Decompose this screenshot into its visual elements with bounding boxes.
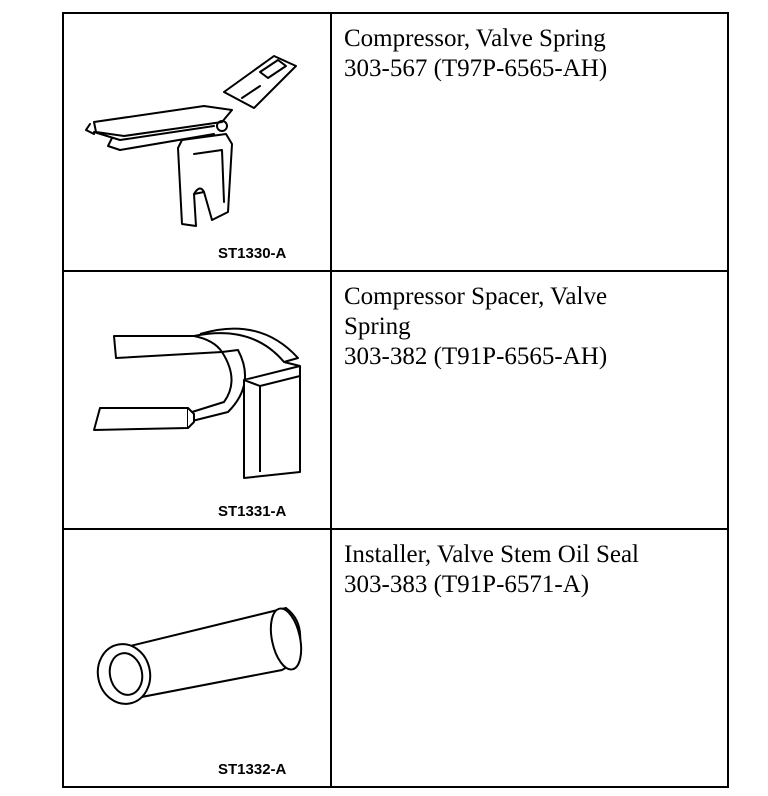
valve-spring-compressor-illustration <box>64 14 330 270</box>
compressor-spacer-illustration <box>64 272 330 528</box>
tool-name: Compressor Spacer, Valve <box>344 283 608 310</box>
tool-row <box>63 529 728 787</box>
tool-illustration-cell <box>63 13 331 271</box>
oil-seal-installer-illustration <box>64 530 330 786</box>
tool-description-cell <box>331 271 728 529</box>
tool-name: Installer, Valve Stem Oil Seal <box>344 541 640 568</box>
tool-name-continued: Spring <box>344 313 411 340</box>
tool-illustration-cell <box>63 529 331 787</box>
tool-row <box>63 13 728 271</box>
tool-name: Compressor, Valve Spring <box>344 25 606 52</box>
tool-description-cell <box>331 13 728 271</box>
image-code-label: ST1332-A <box>218 761 287 778</box>
image-code-label: ST1331-A <box>218 503 287 520</box>
tool-row <box>63 271 728 529</box>
image-code-label: ST1330-A <box>218 245 287 262</box>
tool-description-cell <box>331 529 728 787</box>
tool-part-number: 303-383 (T91P-6571-A) <box>344 571 590 598</box>
tool-part-number: 303-382 (T91P-6565-AH) <box>344 343 608 370</box>
tool-part-number: 303-567 (T97P-6565-AH) <box>344 55 608 82</box>
special-tools-table <box>62 12 729 788</box>
tool-illustration-cell <box>63 271 331 529</box>
